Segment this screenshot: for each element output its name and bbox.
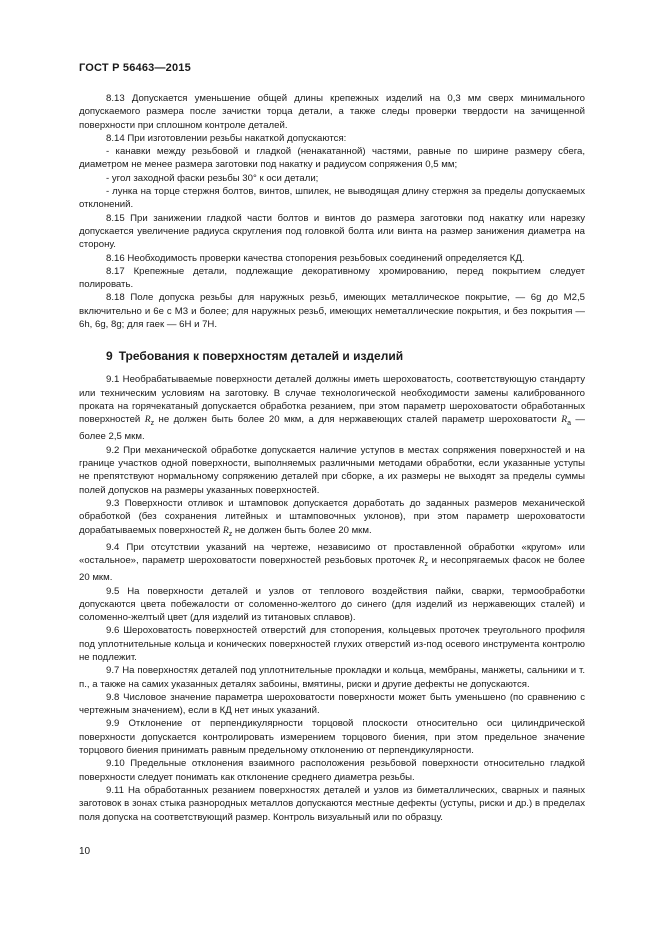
paragraph-9-11: 9.11 На обработанных резанием поверхностях деталей и узлов из биметаллических, сварных и паяных заготовок в зонах стыка разнородных металлов допускаются местные дефекты (уступы, риски и др.) в пределах поля допуска на соответствующий размер. Контроль визуальный или по образцу. [79, 784, 585, 823]
paragraph-8-18: 8.18 Поле допуска резьбы для наружных резьб, имеющих металлическое покрытие, — 6g до М2,5 включительно и 6е с М3 и более; для наружных резьб, имеющих неметаллические покрытия, и без покрытия — 6h, 6g, 8g; для гаек — 6Н и 7Н. [79, 292, 585, 331]
symbol-sub-z: z [150, 420, 155, 428]
page-number: 10 [79, 846, 91, 857]
symbol-sub-z: z [228, 530, 233, 538]
section-title: Требования к поверхностям деталей и изделий [118, 349, 404, 364]
section-heading [79, 348, 585, 364]
section-number: 9 [106, 349, 113, 364]
paragraph-9-1: 9.1 Необрабатываемые поверхности деталей должны иметь шероховатость, соответствующую стандарту или техническим условиям на заготовку. В случае технологической необходимости замены калиброванного проката на горячекатаный допускается обработка резанием, при этом параметр шероховатости обработанных поверхностей $R_z$ не должен быть более 20 мкм, а для нержавеющих сталей параметр шероховатости $R_a$ — более 2,5 мкм. [79, 374, 585, 443]
symbol-r: R [144, 414, 151, 426]
paragraph-9-10: 9.10 Предельные отклонения взаимного расположения резьбовой поверхности относительно гладкой поверхности следует понимать как отклонение среднего диаметра резьбы. [79, 758, 585, 783]
paragraph-9-9: 9.9 Отклонение от перпендикулярности торцовой плоскости относительно оси цилиндрической поверхности допускается контролировать измерением торцового биения, при этом предельное значение торцового биения принимать равным предельному отклонению от перпендикулярности. [79, 718, 585, 757]
paragraph-9-2: 9.2 При механической обработке допускается наличие уступов в местах сопряжения поверхностей и на границе участков одной поверхности, выполняемых различными методами обработки, если указанные уступы не препятствуют нормальному сопряжению деталей при сборке, а их размеры не выходят за пределы суммы полей допусков на размеры указанных поверхностей. [79, 444, 585, 496]
paragraph-9-5: 9.5 На поверхности деталей и узлов от теплового воздействия пайки, сварки, термообработки допускаются цвета побежалости от соломенно-желтого до синего (для изделий из нержавеющих сталей) и соломенно-желтый цвет (для изделий из титановых сплавов). [79, 585, 585, 624]
symbol-sub-a: a [567, 420, 571, 428]
paragraph-9-8: 9.8 Числовое значение параметра шероховатости поверхности может быть уменьшено (по сравнению с чертежным значением), если в КД нет иных указаний. [79, 691, 585, 717]
paragraph-8-14-item-1: - канавки между резьбовой и гладкой (ненакатанной) частями, равные по ширине размеру сбега, диаметром не менее размера заготовки под накатку и радиусом сопряжения 0,5 мм; [79, 146, 585, 171]
paragraph-9-6: 9.6 Шероховатость поверхностей отверстий для стопорения, кольцевых проточек треугольного профиля под уплотнительные кольца и конических поверхностей глухих отверстий из-под осевого инструмента контролю не подлежит. [79, 625, 585, 663]
paragraph-9-4: 9.4 При отсутствии указаний на чертеже, независимо от проставленной обработки «кругом» или «остальное», параметр шероховатости поверхностей резьбовых проточек $R_z$ и несопрягаемых фасок не более 20 мкм. [79, 541, 585, 584]
paragraph-9-7: 9.7 На поверхностях деталей под уплотнительные прокладки и кольца, мембраны, манжеты, сальники и т. п., а также на самих указанных деталях забоины, вмятины, риски и другие дефекты не допускаются. [79, 665, 585, 690]
paragraph-8-14: 8.14 При изготовлении резьбы накаткой допускаются: [106, 132, 347, 144]
symbol-r: R [222, 524, 229, 536]
paragraph-8-14-item-2: - угол заходной фаски резьбы 30° к оси детали; [106, 172, 319, 184]
document-header: ГОСТ Р 56463—2015 [79, 62, 191, 74]
document-body [79, 92, 585, 824]
paragraph-9-3: 9.3 Поверхности отливок и штамповок допускается доработать до заданных размеров механической обработкой (без сохранения литейных и штамповочных уклонов), при этом параметр шероховатости дорабатываемых поверхностей $R_z$ не должен быть более 20 мкм. [79, 497, 585, 538]
paragraph-8-14-item-3: - лунка на торце стержня болтов, винтов, шпилек, не выводящая длину стержня за пределы допускаемых отклонений. [79, 186, 585, 211]
symbol-sub-z: z [424, 560, 429, 568]
symbol-r: R [418, 555, 425, 567]
symbol-r: R [561, 414, 568, 426]
paragraph-8-15: 8.15 При занижении гладкой части болтов и винтов до размера заготовки под накатку или нарезку допускается увеличение радиуса скругления под головкой болта или винта на размер занижения диаметра на сторону. [79, 212, 585, 251]
paragraph-8-17: 8.17 Крепежные детали, подлежащие декоративному хромированию, перед покрытием следует полировать. [79, 265, 585, 291]
paragraph-8-16: 8.16 Необходимость проверки качества стопорения резьбовых соединений определяется КД. [106, 252, 525, 264]
paragraph-8-13: 8.13 Допускается уменьшение общей длины крепежных изделий на 0,3 мм сверх минимального допускаемого размера после зачистки торца детали, а также следы проверки твердости на зачищенной поверхности при сплошном контроле деталей. [79, 93, 585, 131]
